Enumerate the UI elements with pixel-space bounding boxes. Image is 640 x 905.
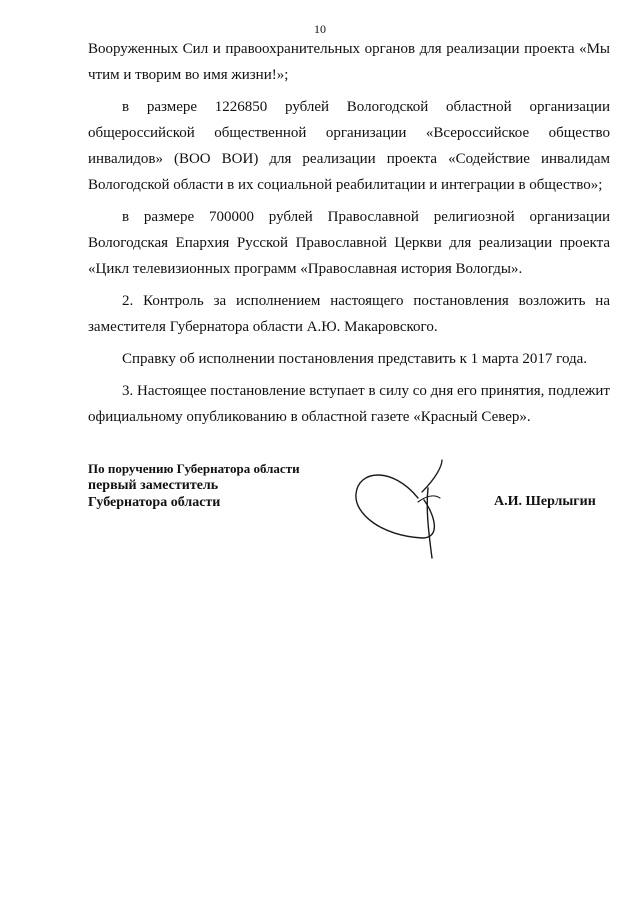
signatory-line-1: По поручению Губернатора области [88,461,300,476]
paragraph-4: 2. Контроль за исполнением настоящего постановления возложить на заместителя Губернатора области А.Ю. Макаровского. [88,293,610,335]
paragraph-1: Вооруженных Сил и правоохранительных органов для реализации проекта «Мы чтим и творим во имя жизни!»; [88,41,610,83]
paragraph-2: в размере 1226850 рублей Вологодской областной организации общероссийской общественной организации «Всероссийское общество инвалидов» (ВОО ВОИ) для реализации проекта «Содействие инвалидам Вологодской области в их социальной реабилитации и интеграции в общество»; [88,99,610,193]
signer-name: А.И. Шерлыгин [494,494,596,509]
paragraph-5: Справку об исполнении постановления представить к 1 марта 2017 года. [122,351,588,367]
paragraph-3: в размере 700000 рублей Православной религиозной организации Вологодская Епархия Русской Православной Церкви для реализации проекта «Цикл телевизионных программ «Православная история Вологды». [88,209,610,277]
signatory-title [88,460,300,511]
signatory-line-2: первый заместитель [88,478,219,493]
document-body [88,36,610,436]
signatory-line-3: Губернатора области [88,495,221,510]
paragraph-6: 3. Настоящее постановление вступает в силу со дня его принятия, подлежит официальному опубликованию в областной газете «Красный Север». [88,383,610,425]
handwritten-signature [352,458,462,568]
page-number: 10 [314,22,326,36]
